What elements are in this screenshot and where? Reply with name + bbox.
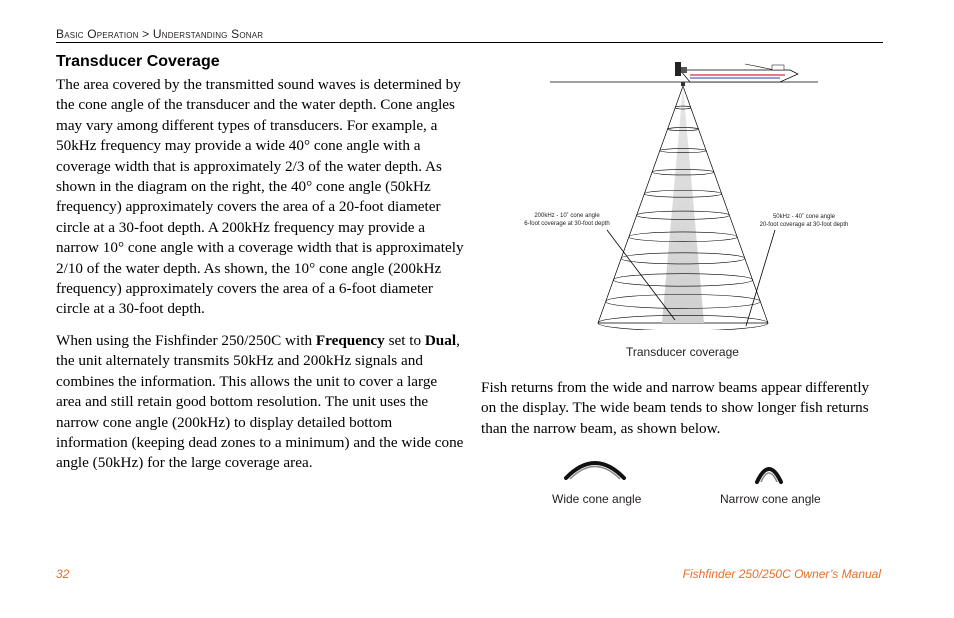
narrow-cone-label <box>512 212 622 228</box>
narrow-label-leader <box>607 230 675 320</box>
narrow-cone-label-line1: 200kHz - 10˚ cone angle <box>534 213 600 219</box>
transducer-coverage-diagram <box>540 58 830 330</box>
wide-cone-label-line1: 50kHz - 40˚ cone angle <box>772 214 836 220</box>
paragraph-dual-text-1: When using the Fishfinder 250/250C with <box>56 332 316 349</box>
paragraph-dual-text-3: , the unit alternately transmits 50kHz and 200kHz signals and combines the information. This allows the unit to cover a large area and still retain good bottom resolution. The unit uses the narrow cone angle (200kHz) to display detailed bottom information (keeping dead zones to a minimum) and the wide cone angle (50kHz) for the large coverage area. <box>56 332 464 472</box>
wide-cone-angle-label: Wide cone angle <box>552 492 642 506</box>
paragraph-fish-returns: Fish returns from the wide and narrow beams appear differently on the display. The wide beam tends to show longer fish returns than the narrow beam, as shown below. <box>481 379 870 437</box>
narrow-arc-icon <box>752 460 786 486</box>
page-number: 32 <box>56 567 70 581</box>
diagram-caption: Transducer coverage <box>626 345 739 359</box>
manual-title: Fishfinder 250/250C Owner’s Manual <box>682 567 881 581</box>
frequency-term: Frequency <box>315 332 385 349</box>
breadcrumb: Basic Operation > Understanding Sonar <box>56 27 264 41</box>
paragraph-dual-text-2: set to <box>384 332 425 349</box>
wide-arc-icon <box>562 454 628 482</box>
narrow-beam <box>662 86 704 323</box>
paragraph-cone-angle: The area covered by the transmitted sound waves is determined by the cone angle of the transducer and the water depth. Cone angles may vary among different types of transducers. For example, a 50kHz frequency may provide a wide 40° cone angle with a coverage width that is approximately 2/3 of the water depth. As shown in the diagram on the right, the 40° cone angle (50kHz frequency) approximately covers the area of a 20-foot diameter circle at a 30-foot depth. A 200kHz frequency may provide a narrow 10° cone angle with a coverage width that is approximately 2/10 of the water depth. As shown, the 10° cone angle (200kHz frequency) approximately covers the area of a 6-foot diameter circle at a 30-foot depth. <box>56 76 464 318</box>
header-rule <box>56 42 883 43</box>
narrow-cone-label-line2: 6-foot coverage at 30-foot depth <box>524 221 610 227</box>
boat-icon <box>675 62 798 82</box>
wide-cone-label <box>748 213 860 229</box>
dual-term: Dual <box>424 332 457 349</box>
paragraph-dual-frequency <box>56 331 466 474</box>
wide-cone-label-line2: 20-foot coverage at 30-foot depth <box>759 222 849 228</box>
wide-label-leader <box>746 230 775 326</box>
section-title: Transducer Coverage <box>56 53 220 70</box>
narrow-cone-angle-label: Narrow cone angle <box>720 492 821 506</box>
